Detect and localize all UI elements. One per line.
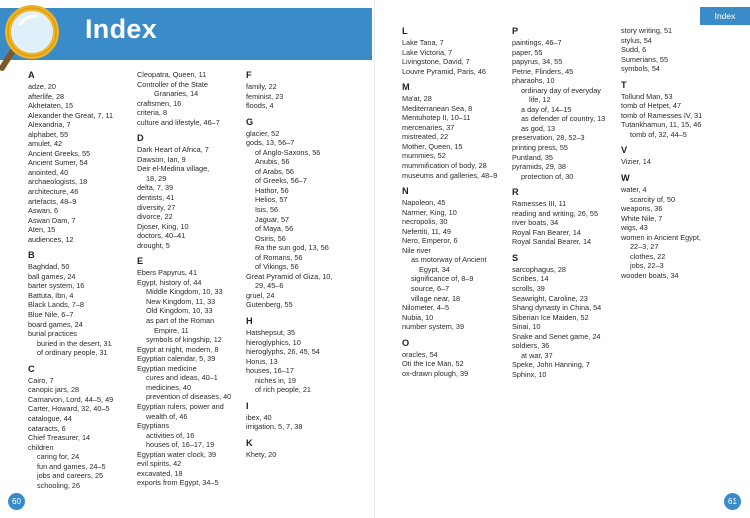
index-entry: water, 4 [621, 185, 647, 195]
index-entry: houses, 16–17 [246, 366, 294, 376]
index-entry: Vizier, 14 [621, 157, 651, 167]
index-entry: gruel, 24 [246, 290, 275, 300]
index-subentry: Middle Kingdom, 10, 33 [146, 287, 223, 297]
section-tab [700, 7, 750, 25]
index-subentry: of Romans, 56 [255, 252, 303, 262]
index-subentry: Jaguar, 57 [255, 214, 290, 224]
index-subentry: significance of, 8–9 [411, 274, 474, 284]
index-subentry: as part of the Roman [146, 316, 215, 326]
index-entry: necropolis, 30 [402, 217, 448, 227]
index-entry: tomb of Ramesses IV, 31 [621, 110, 703, 120]
index-entry: wooden boats, 34 [621, 270, 679, 280]
index-entry: Sumerians, 55 [621, 54, 669, 64]
index-entry: tomb of Hetpet, 47 [621, 101, 682, 111]
index-entry: Egyptian medicine [137, 363, 197, 373]
index-entry: cataracts, 6 [28, 423, 66, 433]
index-entry: river boats, 34 [512, 218, 559, 228]
index-entry: Sudd, 6 [621, 45, 647, 55]
index-column-3 [246, 70, 332, 460]
index-entry: family, 22 [246, 82, 277, 91]
index-subentry: cures and ideas, 40–1 [146, 373, 218, 383]
index-column-5 [512, 26, 605, 380]
index-entry: Narmer, King, 10 [402, 207, 457, 217]
index-entry: hieroglyphics, 10 [246, 337, 301, 347]
index-entry: Ancient Greeks, 55 [28, 148, 91, 158]
index-entry: women in Ancient Egypt, [621, 232, 701, 242]
index-entry: delta, 7, 39 [137, 183, 174, 193]
index-entry: burial practices [28, 329, 78, 339]
index-letter-heading: V [621, 145, 628, 156]
index-entry: Napoleon, 45 [402, 198, 446, 208]
index-entry: Gutenberg, 55 [246, 300, 293, 310]
index-entry: canopic jars, 28 [28, 385, 80, 395]
index-subentry: houses of, 16–17, 19 [146, 440, 215, 450]
index-letter-heading: M [402, 82, 410, 93]
right-page [375, 0, 750, 518]
index-entry: Royal Fan Bearer, 14 [512, 227, 581, 237]
index-entry: Dawson, Ian, 9 [137, 154, 186, 164]
index-entry: number system, 39 [402, 322, 465, 332]
index-subentry: New Kingdom, 11, 33 [146, 296, 216, 306]
index-letter-heading: G [246, 116, 254, 127]
index-entry: Livingstone, David, 7 [402, 57, 470, 67]
index-entry: Alexandria, 7 [28, 120, 71, 130]
index-subentry: as motorway of Ancient [411, 255, 487, 265]
index-entry: Royal Sandal Bearer, 14 [512, 237, 592, 247]
index-entry: Hatshepsut, 35 [246, 328, 296, 338]
index-entry: craftsmen, 16 [137, 98, 182, 108]
index-subentry: jobs and careers, 25 [37, 471, 104, 481]
index-entry: anointed, 40 [28, 167, 69, 177]
index-entry: criteria, 8 [137, 108, 168, 118]
index-entry: Mediterranean Sea, 8 [402, 103, 473, 113]
index-letter-heading: F [246, 70, 252, 80]
index-entry: Sphinx, 10 [512, 369, 547, 379]
index-entry: Lake Victoria, 7 [402, 47, 453, 57]
index-subentry: Osiris, 56 [255, 233, 286, 243]
index-entry: Nubia, 10 [402, 312, 434, 322]
index-entry: soldiers, 36 [512, 341, 550, 351]
index-entry: Egyptian water clock, 39 [137, 449, 217, 459]
index-subentry: of rich people, 21 [255, 385, 311, 395]
index-subentry: Ra the sun god, 13, 56 [255, 243, 329, 253]
index-subentry: 18, 29 [146, 173, 167, 183]
index-letter-heading: H [246, 316, 253, 327]
index-entry: Speke, John Hanning, 7 [512, 360, 590, 370]
index-subentry: as god, 13 [521, 123, 556, 133]
index-entry: symbols, 54 [621, 64, 660, 74]
index-entry: Tollund Man, 53 [621, 91, 673, 101]
index-subentry: of Maya, 56 [255, 224, 294, 234]
index-entry: museums and galleries, 48–9 [402, 170, 498, 180]
page-number-right: 61 [724, 493, 741, 510]
index-entry: Ancient Sumer, 54 [28, 158, 88, 168]
index-entry: Nile river [402, 245, 431, 255]
index-entry: Tutankhamun, 11, 15, 46 [621, 120, 702, 130]
index-entry: ball games, 24 [28, 271, 76, 281]
index-entry: Egypt, history of, 44 [137, 277, 202, 287]
index-subentry: Granaries, 14 [154, 89, 199, 99]
index-entry: reading and writing, 26, 55 [512, 208, 598, 218]
index-entry: Petrie, Flinders, 45 [512, 66, 574, 76]
index-entry: White Nile, 7 [621, 213, 663, 223]
index-subentry: clothes, 22 [630, 251, 666, 261]
index-entry: divorce, 22 [137, 212, 173, 222]
index-subentry: Old Kingdom, 10, 33 [146, 306, 213, 316]
index-entry: dentists, 41 [137, 193, 175, 203]
index-entry: hieroglyphs, 26, 45, 54 [246, 347, 320, 357]
index-entry: gods, 13, 56–7 [246, 138, 295, 148]
index-entry: Carnarvon, Lord, 44–5, 49 [28, 394, 114, 404]
index-subentry: prevention of diseases, 40 [146, 392, 232, 402]
index-entry: story writing, 51 [621, 26, 673, 35]
index-entry: Horus, 13 [246, 356, 278, 366]
index-entry: feminist, 23 [246, 91, 284, 101]
index-entry: catalogue, 44 [28, 413, 72, 423]
index-letter-heading: I [246, 400, 249, 411]
index-entry: diversity, 27 [137, 202, 176, 212]
index-entry: exports from Egypt, 34–5 [137, 478, 219, 488]
index-subentry: Isis, 56 [255, 205, 279, 215]
index-entry: Snake and Senet game, 24 [512, 331, 601, 341]
index-subentry: tomb of, 32, 44–5 [630, 129, 687, 139]
index-entry: Carter, Howard, 32, 40–5 [28, 404, 110, 414]
index-entry: Scribes, 14 [512, 274, 549, 284]
index-subentry: niches in, 19 [255, 375, 296, 385]
index-subentry: Empire, 11 [154, 325, 189, 335]
index-subentry: scarcity of, 50 [630, 194, 676, 204]
index-letter-heading: C [28, 363, 35, 374]
index-entry: mummies, 52 [402, 151, 446, 161]
index-subentry: symbols of kingship, 12 [146, 335, 222, 345]
index-entry: barter system, 16 [28, 281, 85, 291]
index-entry: papyrus, 34, 55 [512, 57, 563, 67]
index-entry: Baghdad, 50 [28, 262, 70, 272]
index-letter-heading: E [137, 256, 144, 267]
index-letter-heading: L [402, 26, 408, 36]
index-entry: Khety, 20 [246, 449, 277, 459]
index-subentry: activities of, 16 [146, 430, 195, 440]
index-entry: preservation, 28, 52–3 [512, 133, 585, 143]
index-letter-heading: W [621, 173, 630, 184]
index-subentry: ordinary day of everyday [521, 85, 601, 95]
index-entry: Cleopatra, Queen, 11 [137, 70, 207, 79]
index-letter-heading: D [137, 133, 144, 144]
index-subentry: Helios, 57 [255, 195, 288, 205]
index-entry: Shang dynasty in China, 54 [512, 303, 602, 313]
index-entry: Aten, 15 [28, 225, 56, 235]
index-entry: Mentuhotep II, 10–11 [402, 113, 471, 123]
index-entry: archaeologists, 18 [28, 177, 88, 187]
index-entry: children [28, 442, 54, 452]
index-entry: wigs, 43 [621, 223, 648, 233]
index-column-1 [28, 70, 113, 490]
index-entry: Nilometer, 4–5 [402, 303, 450, 313]
index-entry: Battuta, Ibn, 4 [28, 290, 74, 300]
index-letter-heading: A [28, 70, 35, 80]
index-letter-heading: S [512, 252, 519, 263]
index-entry: Controller of the State [137, 79, 208, 89]
index-entry: Nefertiti, 11, 49 [402, 226, 451, 236]
index-entry: Ebers Papyrus, 41 [137, 268, 198, 278]
index-entry: Cairo, 7 [28, 375, 54, 385]
index-subentry: of Arabs, 56 [255, 166, 294, 176]
index-entry: board games, 24 [28, 319, 83, 329]
index-entry: Ma'at, 28 [402, 94, 432, 104]
index-letter-heading: N [402, 186, 409, 197]
index-entry: amulet, 42 [28, 139, 63, 149]
index-entry: audiences, 12 [28, 234, 74, 244]
index-entry: evil spirits, 42 [137, 459, 182, 469]
index-entry: afterlife, 28 [28, 91, 65, 101]
index-subentry: schooling, 26 [37, 480, 81, 490]
index-entry: artefacts, 48–9 [28, 196, 77, 206]
index-entry: floods, 4 [246, 101, 274, 111]
index-subentry: as defender of country, 13 [521, 114, 606, 124]
index-subentry: 29, 45–6 [255, 281, 284, 291]
index-column-4 [402, 26, 497, 378]
index-subentry: wealth of, 46 [146, 411, 188, 421]
index-entry: alphabet, 55 [28, 129, 69, 139]
index-entry: Great Pyramid of Giza, 10, [246, 271, 333, 281]
index-entry: paper, 55 [512, 47, 543, 57]
index-entry: Oti the Ice Man, 52 [402, 359, 464, 369]
index-entry: mercenaries, 37 [402, 122, 455, 132]
index-subentry: source, 6–7 [411, 284, 450, 294]
index-subentry: Hathor, 56 [255, 185, 289, 195]
index-entry: Puntland, 35 [512, 152, 553, 162]
index-subentry: 22–3, 27 [630, 242, 659, 252]
index-entry: oracles, 54 [402, 349, 438, 359]
index-entry: glacier, 52 [246, 128, 280, 138]
index-entry: Chief Treasurer, 14 [28, 433, 91, 443]
index-subentry: medicines, 40 [146, 382, 192, 392]
index-entry: Louvre Pyramid, Paris, 46 [402, 66, 486, 76]
index-subentry: protection of, 30 [521, 171, 574, 181]
index-entry: Nero, Emperor, 6 [402, 236, 458, 246]
index-entry: Deir el-Medina village, [137, 164, 210, 174]
index-subentry: life, 12 [529, 95, 551, 105]
index-subentry: of Vikings, 56 [255, 262, 299, 272]
index-entry: scrolls, 39 [512, 284, 545, 294]
index-entry: mummification of body, 28 [402, 161, 487, 171]
page-title: Index [85, 14, 158, 44]
index-subentry: caring for, 24 [37, 452, 80, 462]
index-entry: sarcophagus, 28 [512, 264, 566, 274]
index-subentry: Anubis, 56 [255, 157, 290, 167]
index-subentry: buried in the desert, 31 [37, 338, 112, 348]
index-subentry: Egypt, 34 [419, 264, 450, 274]
index-subentry: jobs, 22–3 [630, 261, 664, 271]
index-entry: printing press, 55 [512, 143, 568, 153]
index-letter-heading: K [246, 437, 253, 448]
index-entry: Egyptians [137, 421, 170, 431]
index-entry: mistreated, 22 [402, 132, 449, 142]
index-entry: Black Lands, 7–8 [28, 300, 84, 310]
index-entry: Mother, Queen, 15 [402, 141, 463, 151]
index-subentry: a day of, 14–15 [521, 104, 572, 114]
index-entry: Aswan, 6 [28, 206, 59, 216]
index-entry: paintings, 46–7 [512, 38, 562, 47]
index-entry: architecture, 46 [28, 187, 79, 197]
index-entry: drought, 5 [137, 240, 170, 250]
index-subentry: fun and games, 24–5 [37, 461, 106, 471]
index-subentry: village near, 18 [411, 293, 461, 303]
index-entry: Aswan Dam, 7 [28, 215, 76, 225]
index-entry: pharaohs, 10 [512, 76, 555, 86]
magnifying-glass-icon [0, 2, 62, 72]
index-entry: Egypt at night, modern, 8 [137, 344, 219, 354]
index-entry: stylus, 54 [621, 35, 652, 45]
index-subentry: of Greeks, 56–7 [255, 176, 307, 186]
index-entry: Alexander the Great, 7, 11 [28, 110, 114, 120]
index-subentry: of ordinary people, 31 [37, 348, 108, 358]
index-column-2 [137, 70, 231, 488]
index-entry: Egyptian rulers, power and [137, 401, 224, 411]
index-letter-heading: O [402, 337, 410, 348]
index-entry: ibex, 40 [246, 412, 272, 422]
index-entry: Egyptian calendar, 5, 39 [137, 354, 216, 364]
index-entry: irrigation, 5, 7, 38 [246, 422, 303, 432]
page-number-left: 60 [8, 493, 25, 510]
index-entry: pyramids, 29, 38 [512, 162, 566, 172]
index-letter-heading: P [512, 26, 519, 36]
index-entry: doctors, 40–41 [137, 231, 186, 241]
index-entry: Blue Nile, 6–7 [28, 310, 74, 320]
index-column-6 [621, 26, 702, 280]
index-entry: Lake Tana, 7 [402, 38, 444, 47]
index-entry: Akhetaten, 15 [28, 101, 74, 111]
index-entry: culture and lifestyle, 46–7 [137, 117, 220, 127]
index-entry: Djoser, King, 10 [137, 221, 189, 231]
index-entry: weapons, 36 [621, 204, 663, 214]
index-entry: Siberian Ice Maiden, 52 [512, 312, 589, 322]
section-tab-label: Index [714, 11, 736, 21]
index-entry: Seawright, Caroline, 23 [512, 293, 588, 303]
index-entry: ox-drawn plough, 39 [402, 368, 469, 378]
index-letter-heading: B [28, 250, 35, 261]
index-letter-heading: T [621, 79, 627, 90]
index-entry: excavated, 18 [137, 468, 183, 478]
index-entry: Sinai, 10 [512, 322, 541, 332]
index-entry: Dark Heart of Africa, 7 [137, 145, 209, 155]
index-entry: adze, 20 [28, 82, 56, 91]
index-letter-heading: R [512, 187, 519, 198]
index-entry: Ramesses III, 11 [512, 199, 567, 209]
index-subentry: of Anglo-Saxons, 56 [255, 147, 321, 157]
index-subentry: at war, 37 [521, 350, 553, 360]
